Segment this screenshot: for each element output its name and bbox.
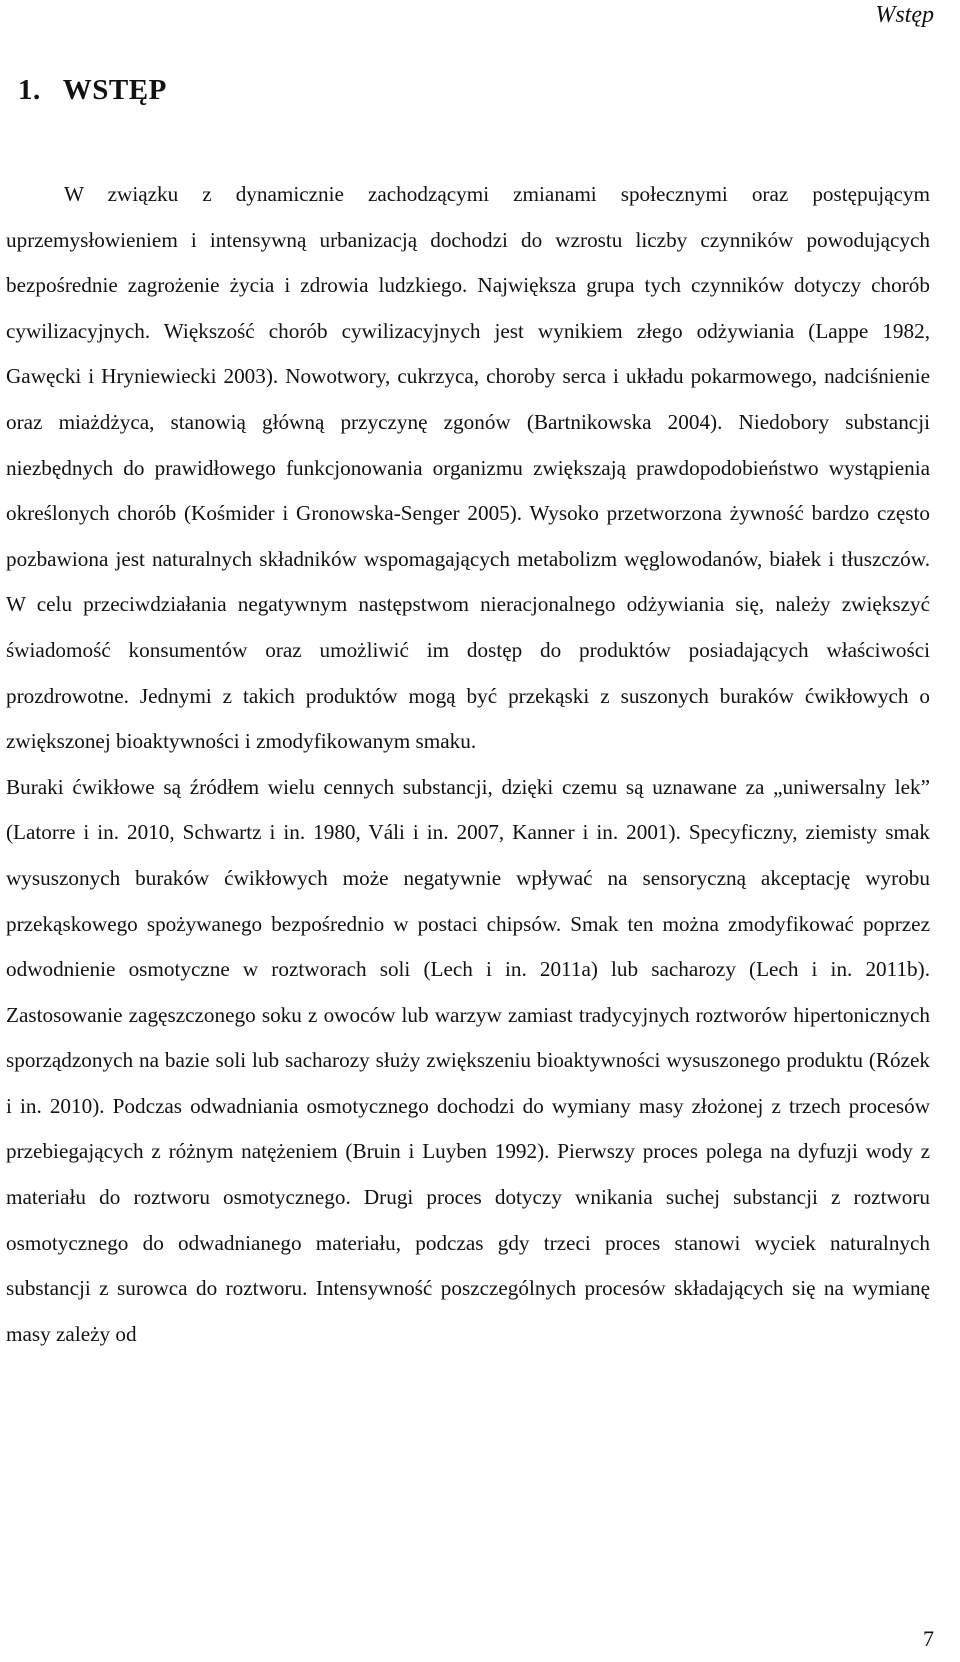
chapter-title [18, 74, 167, 107]
paragraph-2: Buraki ćwikłowe są źródłem wielu cennych substancji, dzięki czemu są uznawane za „uniwersalny lek” (Latorre i in. 2010, Schwartz i in. 1980, Váli i in. 2007, Kanner i in. 2001). Specyficzny, ziemisty smak wysuszonych buraków ćwikłowych może negatywnie wpływać na sensoryczną akceptację wyrobu przekąskowego spożywanego bezpośrednio w postaci chipsów. Smak ten można zmodyfikować poprzez odwodnienie osmotyczne w roztworach soli (Lech i in. 2011a) lub sacharozy (Lech i in. 2011b). Zastosowanie zagęszczonego soku z owoców lub warzyw zamiast tradycyjnych roztworów hipertonicznych sporządzonych na bazie soli lub sacharozy służy zwiększeniu bioaktywności wysuszonego produktu (Rózek i in. 2010). Podczas odwadniania osmotycznego dochodzi do wymiany masy złożonej z trzech procesów przebiegających z różnym natężeniem (Bruin i Luyben 1992). Pierwszy proces polega na dyfuzji wody z materiału do roztworu osmotycznego. Drugi proces dotyczy wnikania suchej substancji z roztworu osmotycznego do odwadnianego materiału, podczas gdy trzeci proces stanowi wyciek naturalnych substancji z surowca do roztworu. Intensywność poszczególnych procesów składających się na wymianę masy zależy od [6, 774, 930, 1346]
chapter-title-text: WSTĘP [62, 74, 167, 106]
page-number: 7 [923, 1626, 934, 1651]
running-header: Wstęp [875, 2, 934, 28]
chapter-number: 1. [18, 74, 41, 106]
paragraph-1: W związku z dynamicznie zachodzącymi zmianami społecznymi oraz postępującym uprzemysłowieniem i intensywną urbanizacją dochodzi do wzrostu liczby czynników powodujących bezpośrednie zagrożenie życia i zdrowia ludzkiego. Największa grupa tych czynników dotyczy chorób cywilizacyjnych. Większość chorób cywilizacyjnych jest wynikiem złego odżywiania (Lappe 1982, Gawęcki i Hryniewiecki 2003). Nowotwory, cukrzyca, choroby serca i układu pokarmowego, nadciśnienie oraz miażdżyca, stanowią główną przyczynę zgonów (Bartnikowska 2004). Niedobory substancji niezbędnych do prawidłowego funkcjonowania organizmu zwiększają prawdopodobieństwo wystąpienia określonych chorób (Kośmider i Gronowska-Senger 2005). Wysoko przetworzona żywność bardzo często pozbawiona jest naturalnych składników wspomagających metabolizm węglowodanów, białek i tłuszczów. W celu przeciwdziałania negatywnym następstwom nieracjonalnego odżywiania się, należy zwiększyć świadomość konsumentów oraz umożliwić im dostęp do produktów posiadających właściwości prozdrowotne. Jednymi z takich produktów mogą być przekąski z suszonych buraków ćwikłowych o zwiększonej bioaktywności i zmodyfikowanym smaku. [6, 182, 930, 754]
body-text [6, 172, 930, 1357]
